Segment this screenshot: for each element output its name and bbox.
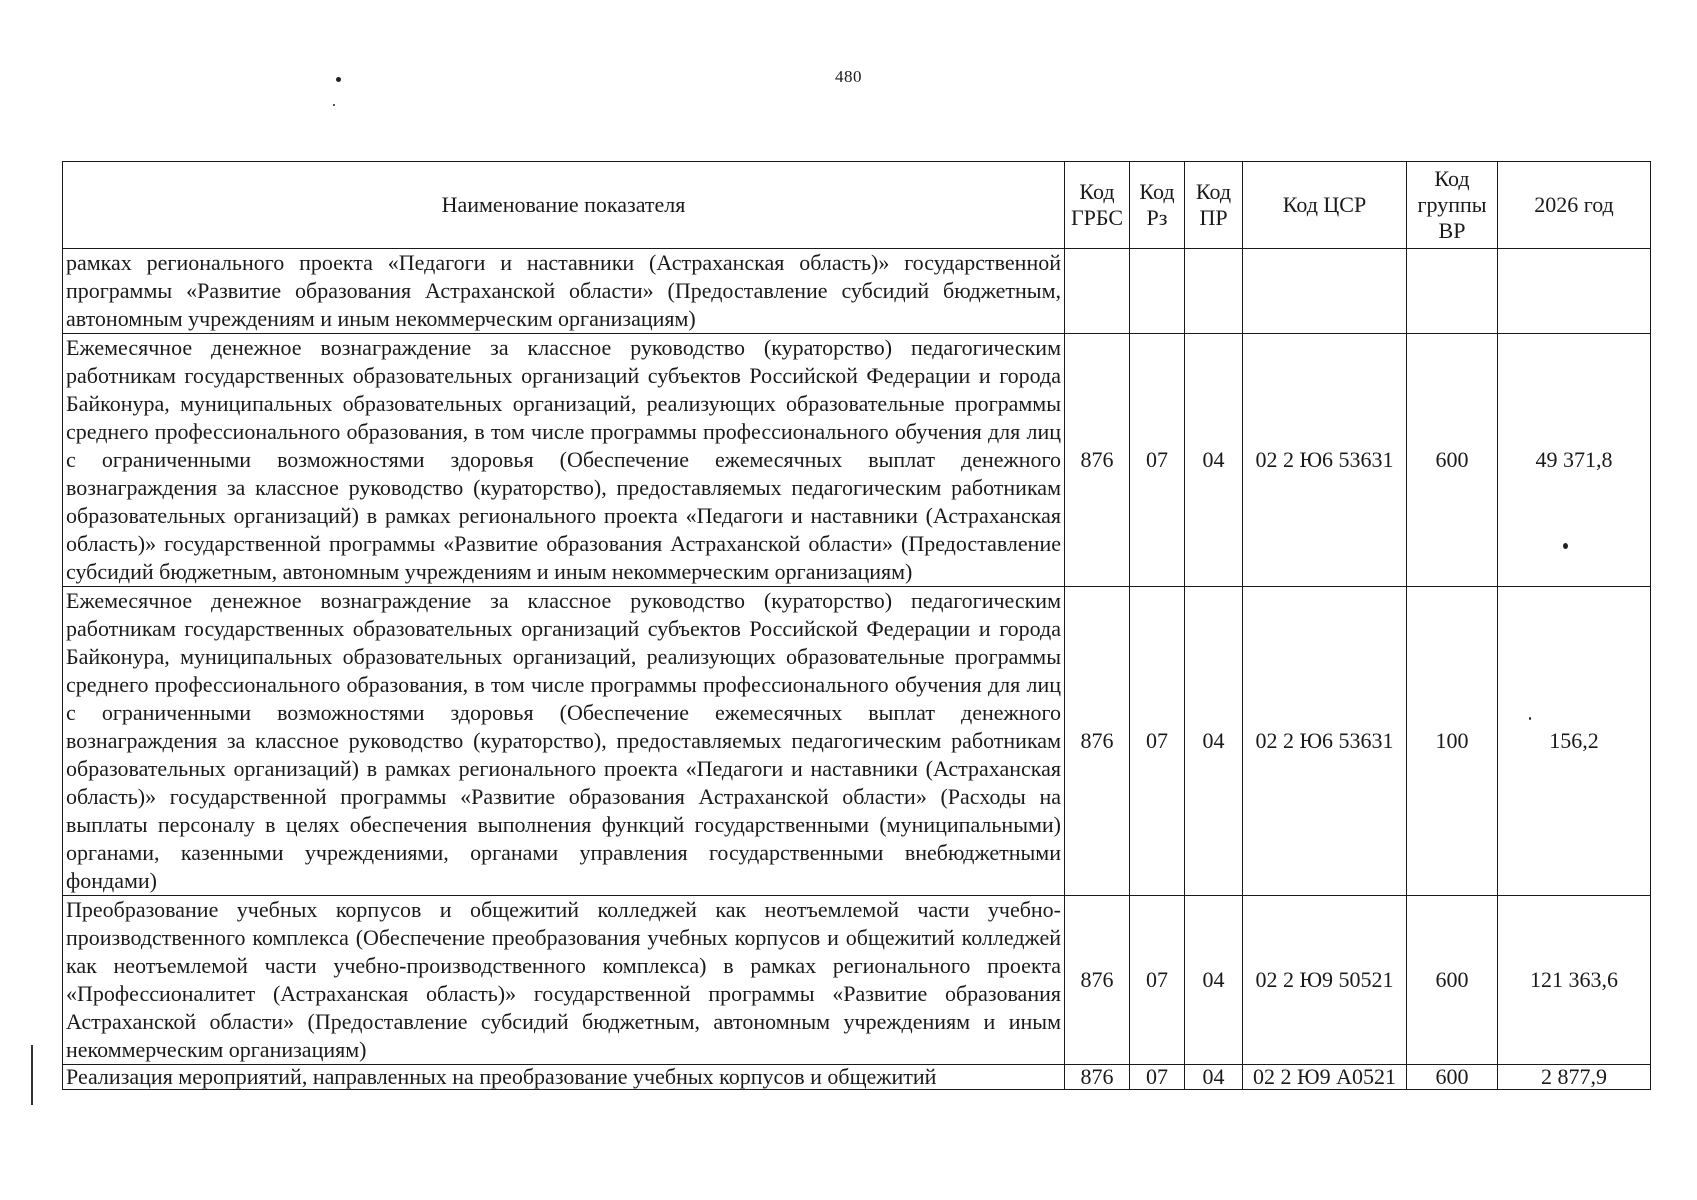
row-grbs: [1065, 249, 1130, 334]
row-csr: 02 2 Ю6 53631: [1243, 334, 1407, 587]
header-year: 2026 год: [1498, 162, 1651, 249]
row-csr: 02 2 Ю9 А0521: [1243, 1065, 1407, 1090]
header-pr: Код ПР: [1185, 162, 1243, 249]
row-pr: 04: [1185, 896, 1243, 1065]
row-rz: 07: [1130, 587, 1185, 896]
row-name: рамках регионального проекта «Педагоги и наставники (Астраханская область)» государственной программы «Развитие образования Астраханской области» (Предоставление субсидий бюджетным, автономным учреждениям и иным некоммерческим организациям): [63, 249, 1065, 334]
row-csr: 02 2 Ю6 53631: [1243, 587, 1407, 896]
scan-speck: [336, 77, 341, 82]
row-name: Преобразование учебных корпусов и общежитий колледжей как неотъемлемой части учебно-производственного комплекса (Обеспечение преобразования учебных корпусов и общежитий колледжей как неотъемлемой части учебно-производственного комплекса) в рамках регионального проекта «Профессионалитет (Астраханская область)» государственной программы «Развитие образования Астраханской области» (Предоставление субсидий бюджетным, автономным учреждениям и иным некоммерческим организациям): [63, 896, 1065, 1065]
table-row: [63, 249, 1651, 334]
table-row: [63, 1065, 1651, 1090]
row-pr: 04: [1185, 587, 1243, 896]
row-grbs: 876: [1065, 587, 1130, 896]
table-row: [63, 587, 1651, 896]
header-name: Наименование показателя: [63, 162, 1065, 249]
row-grbs: 876: [1065, 896, 1130, 1065]
row-vr: 600: [1407, 896, 1498, 1065]
row-rz: 07: [1130, 1065, 1185, 1090]
header-csr: Код ЦСР: [1243, 162, 1407, 249]
row-csr: 02 2 Ю9 50521: [1243, 896, 1407, 1065]
row-amount: [1498, 249, 1651, 334]
scan-margin-line: [31, 1045, 33, 1105]
row-rz: 07: [1130, 896, 1185, 1065]
row-name: Ежемесячное денежное вознаграждение за классное руководство (кураторство) педагогическим работникам государственных образовательных организаций субъектов Российской Федерации и города Байконура, муниципальных образовательных организаций, реализующих образовательные программы среднего профессионального образования, в том числе программы профессионального обучения для лиц с ограниченными возможностями здоровья (Обеспечение ежемесячных выплат денежного вознаграждения за классное руководство (кураторство), предоставляемых педагогическим работникам образовательных организаций) в рамках регионального проекта «Педагоги и наставники (Астраханская область)» государственной программы «Развитие образования Астраханской области» (Расходы на выплаты персоналу в целях обеспечения выполнения функций государственными (муниципальными) органами, казенными учреждениями, органами управления государственными внебюджетными фондами): [63, 587, 1065, 896]
row-pr: [1185, 249, 1243, 334]
header-rz: Код Рз: [1130, 162, 1185, 249]
row-csr: [1243, 249, 1407, 334]
table-row: [63, 896, 1651, 1065]
row-name: Ежемесячное денежное вознаграждение за классное руководство (кураторство) педагогическим работникам государственных образовательных организаций субъектов Российской Федерации и города Байконура, муниципальных образовательных организаций, реализующих образовательные программы среднего профессионального образования, в том числе программы профессионального обучения для лиц с ограниченными возможностями здоровья (Обеспечение ежемесячных выплат денежного вознаграждения за классное руководство (кураторство), предоставляемых педагогическим работникам образовательных организаций) в рамках регионального проекта «Педагоги и наставники (Астраханская область)» государственной программы «Развитие образования Астраханской области» (Предоставление субсидий бюджетным, автономным учреждениям и иным некоммерческим организациям): [63, 334, 1065, 587]
row-grbs: 876: [1065, 334, 1130, 587]
table-row: [63, 334, 1651, 587]
row-amount: 2 877,9: [1498, 1065, 1651, 1090]
row-amount: 49 371,8: [1498, 334, 1651, 587]
row-pr: 04: [1185, 1065, 1243, 1090]
header-vr: Код группы ВР: [1407, 162, 1498, 249]
page-number: 480: [835, 67, 862, 86]
row-vr: 600: [1407, 1065, 1498, 1090]
header-grbs: Код ГРБС: [1065, 162, 1130, 249]
row-pr: 04: [1185, 334, 1243, 587]
row-rz: 07: [1130, 334, 1185, 587]
row-grbs: 876: [1065, 1065, 1130, 1090]
row-vr: 600: [1407, 334, 1498, 587]
row-amount: 156,2: [1498, 587, 1651, 896]
table-header-row: [63, 162, 1651, 249]
row-amount: 121 363,6: [1498, 896, 1651, 1065]
row-vr: 100: [1407, 587, 1498, 896]
row-vr: [1407, 249, 1498, 334]
scan-speck: [333, 104, 335, 106]
budget-table: [62, 161, 1651, 1090]
row-name: Реализация мероприятий, направленных на преобразование учебных корпусов и общежитий: [63, 1065, 1065, 1090]
row-rz: [1130, 249, 1185, 334]
